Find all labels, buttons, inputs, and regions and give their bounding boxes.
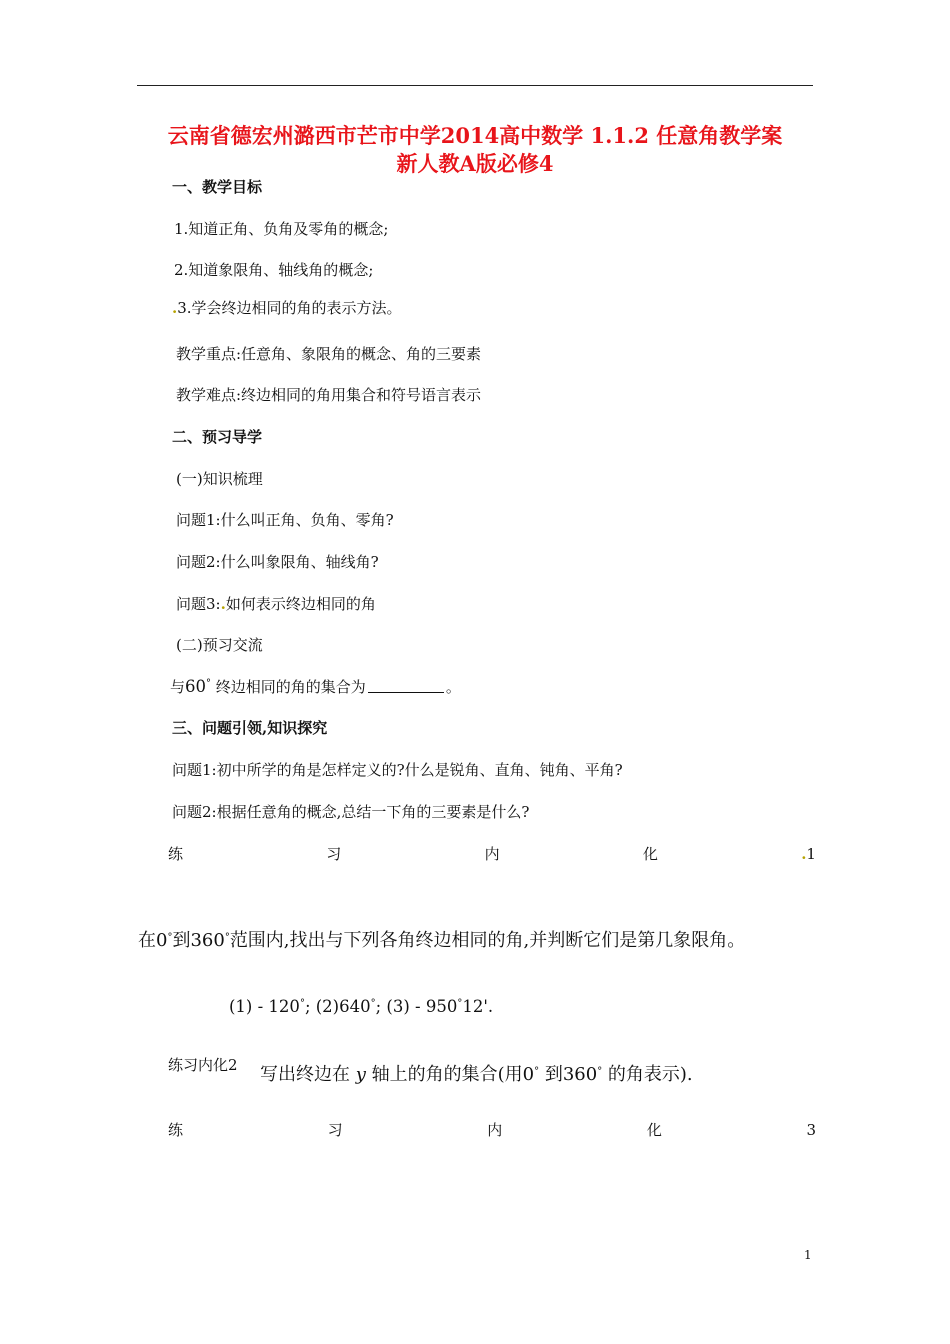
degree-symbol: ° [370,998,376,1009]
practice-2-label: 练习内化2 [168,1056,238,1074]
practice-1-char: 内 [484,845,500,863]
degree-symbol: ° [597,1066,603,1077]
inquiry-question-1: 问题1:初中所学的角是怎样定义的?什么是锐角、直角、钝角、平角? [172,761,623,779]
goal-2: 2.知道象限角、轴线角的概念; [174,261,374,279]
item-3: ; (3) - 950 [375,997,458,1016]
inquiry-question-2: 问题2:根据任意角的概念,总结一下角的三要素是什么? [172,803,530,821]
difficulty-point: 教学难点:终边相同的角用集合和符号语言表示 [176,386,482,404]
practice-3-char: 化 [646,1121,662,1139]
degree-symbol: ° [457,998,463,1009]
section1-heading: 一、教学目标 [172,178,263,196]
variable-y: y [355,1064,366,1085]
answer-blank [368,678,444,693]
key-point: 教学重点:任意角、象限角的概念、角的三要素 [176,345,482,363]
goal-3 [172,298,402,318]
degree-symbol: ° [299,998,305,1009]
preview-question-3-text: 如何表示终边相同的角 [225,595,376,613]
practice-2-task [260,1063,693,1087]
practice-1-label [168,844,816,864]
practice-3-char: 内 [487,1121,503,1139]
exchange-prefix: 与 [170,678,186,696]
exchange-question [170,676,461,698]
practice-3-label [168,1120,816,1140]
item-1: (1) - 120 [229,997,300,1016]
goal-3-text: 3.学会终边相同的角的表示方法。 [177,299,402,317]
task2-part-a: 写出终边在 [260,1064,356,1085]
exchange-angle: 60 [185,677,207,696]
subsection-knowledge: (一)知识梳理 [176,470,263,488]
degree-symbol: ° [224,932,230,943]
preview-question-2: 问题2:什么叫象限角、轴线角? [176,553,379,571]
practice-1-num: 1 [806,845,816,863]
practice-1-char: 练 [168,845,184,863]
practice-3-number: 3 [806,1121,816,1139]
practice-1-number [801,844,816,864]
page-number: 1 [804,1248,812,1262]
preview-question-1: 问题1:什么叫正角、负角、零角? [176,511,394,529]
practice-3-char: 习 [327,1121,343,1139]
document-title-line2: 新人教A版必修4 [396,151,554,176]
document-title-line1: 云南省德宏州潞西市芒市中学2014高中数学 1.1.2 任意角教学案 [167,123,783,148]
subsection-exchange: (二)预习交流 [176,636,263,654]
degree-symbol: ° [167,932,173,943]
practice-1-items [229,996,493,1018]
goal-3-dot: . [172,299,178,317]
item-2: ; (2)640 [304,997,371,1016]
task2-part-c: 到360 [539,1064,598,1085]
section3-heading: 三、问题引领,知识探究 [172,719,328,737]
goal-1: 1.知道正角、负角及零角的概念; [174,220,389,238]
task2-part-d: 的角表示). [602,1064,693,1085]
exchange-text: 终边相同的角的集合为 [215,678,366,696]
degree-symbol: ° [206,678,212,689]
section2-heading: 二、预习导学 [172,428,263,446]
task-part-a: 在0 [138,930,168,951]
practice-1-dot: . [801,845,807,863]
task-part-b: 到360 [172,930,225,951]
item-3-minutes: 12'. [462,997,494,1016]
practice-1-char: 习 [326,845,342,863]
task2-part-b: 轴上的角的集合(用0 [365,1064,535,1085]
exchange-end: 。 [445,678,461,696]
practice-1-char: 化 [642,845,658,863]
preview-question-3 [176,594,376,614]
practice-3-char: 练 [168,1121,184,1139]
practice-1-task [138,929,745,953]
preview-question-3-prefix: 问题3: [176,595,221,613]
header-rule [137,85,813,86]
degree-symbol: ° [534,1066,540,1077]
preview-question-3-dot: . [220,595,226,613]
task-part-c: 范围内,找出与下列各角终边相同的角,并判断它们是第几象限角。 [229,930,746,951]
